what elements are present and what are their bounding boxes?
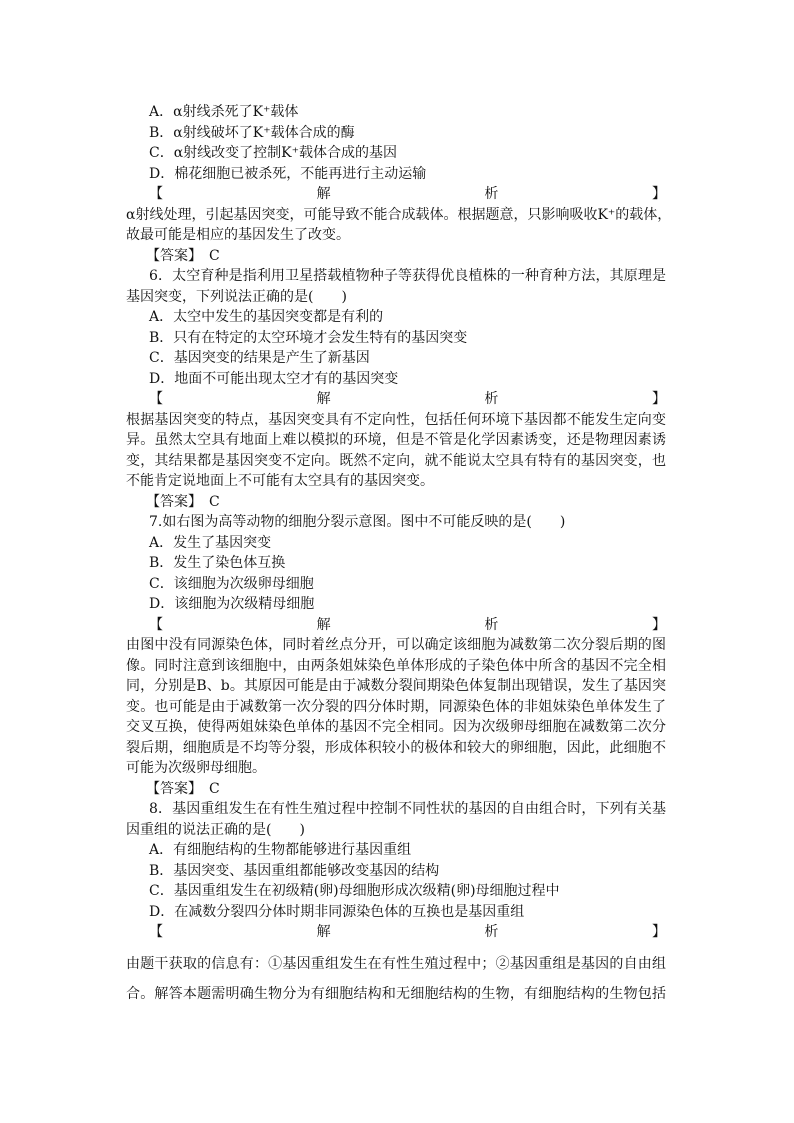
q7-analysis-line: 裂后期，细胞质是不均等分裂，形成体积较小的极体和较大的卵细胞，因此，此细胞不: [126, 739, 666, 756]
q8-stem-line: 因重组的说法正确的是( ): [126, 821, 305, 838]
q7-analysis-line: 可能为次级卵母细胞。: [126, 760, 266, 776]
q6-option-d: D．地面不可能出现太空才有的基因突变: [149, 370, 399, 387]
q8-option-d: D．在减数分裂四分体时期非同源染色体的互换也是基因重组: [149, 903, 525, 920]
bracket-open: 【: [149, 924, 163, 940]
q8-option-a: A．有细胞结构的生物都能够进行基因重组: [149, 842, 412, 858]
bracket-close: 】: [651, 391, 666, 407]
q7-option-b: B．发生了染色体互换: [149, 555, 286, 571]
q7-stem-line: 7.如右图为高等动物的细胞分裂示意图。图中不可能反映的是( ): [149, 514, 566, 530]
q8-option-c: C．基因重组发生在初级精(卵)母细胞形成次级精(卵)母细胞过程中: [149, 883, 560, 899]
xi-char: 析: [484, 616, 499, 633]
jie-char: 解: [316, 616, 331, 633]
bracket-close: 】: [651, 616, 666, 633]
bracket-close: 】: [651, 186, 666, 202]
q7-option-a: A．发生了基因突变: [149, 534, 272, 551]
q8-analysis-header: [126, 922, 666, 943]
xi-char: 析: [484, 186, 499, 202]
xi-char: 析: [484, 924, 499, 940]
q7-option-c: C．该细胞为次级卵母细胞: [149, 575, 314, 592]
q5-analysis-line: 故最可能是相应的基因发生了改变。: [126, 227, 350, 243]
xi-char: 析: [484, 391, 499, 407]
q5-analysis-line: α射线处理，引起基因突变，可能导致不能合成载体。根据题意，只影响吸收K⁺的载体，: [126, 206, 672, 223]
q7-analysis-line: 由图中没有同源染色体，同时着丝点分开，可以确定该细胞为减数第二次分裂后期的图: [126, 637, 666, 653]
jie-char: 解: [316, 391, 331, 407]
q8-analysis-line: 由题干获取的信息有：①基因重组发生在有性生殖过程中；②基因重组是基因的自由组: [126, 955, 666, 972]
q5-option-d: D．棉花细胞已被杀死，不能再进行主动运输: [149, 165, 427, 182]
q5-answer: 【答案】 C: [146, 247, 220, 264]
q6-answer: 【答案】 C: [146, 493, 220, 510]
q6-analysis-header: [126, 389, 666, 410]
q8-option-b: B．基因突变、基因重组都能够改变基因的结构: [149, 862, 440, 879]
q7-option-d: D．该细胞为次级精母细胞: [149, 596, 315, 612]
q6-stem-line: 6．太空育种是指利用卫星搭载植物种子等获得优良植株的一种育种方法，其原理是: [149, 268, 666, 284]
content-column: [126, 102, 672, 1009]
bracket-open: 【: [149, 391, 163, 407]
q7-answer: 【答案】 C: [146, 780, 220, 797]
q6-option-b: B．只有在特定的太空环境才会发生特有的基因突变: [149, 329, 468, 346]
bracket-open: 【: [149, 616, 163, 633]
q7-analysis-line: 同，分别是B、b。其原因可能是由于减数分裂间期染色体复制出现错误，发生了基因突: [126, 678, 666, 694]
q5-option-c: C．α射线改变了控制K⁺载体合成的基因: [149, 145, 398, 161]
q6-analysis-line: 异。虽然太空具有地面上难以模拟的环境，但是不管是化学因素诱变，还是物理因素诱: [126, 432, 666, 448]
q6-analysis-line: 变，其结果都是基因突变不定向。既然不定向，就不能说太空具有特有的基因突变，也: [126, 452, 666, 469]
q5-option-a: A．α射线杀死了K⁺载体: [149, 104, 299, 120]
q8-analysis-line: 合。解答本题需明确生物分为有细胞结构和无细胞结构的生物，有细胞结构的生物包括: [126, 985, 666, 1002]
q6-stem-line: 基因突变，下列说法正确的是( ): [126, 288, 347, 305]
bracket-open: 【: [149, 186, 163, 202]
jie-char: 解: [316, 186, 331, 202]
q7-analysis-header: [126, 615, 666, 636]
q8-stem-line: 8．基因重组发生在有性生殖过程中控制不同性状的基因的自由组合时，下列有关基: [149, 801, 666, 817]
q6-analysis-line: 根据基因突变的特点，基因突变具有不定向性，包括任何环境下基因都不能发生定向变: [126, 411, 666, 428]
q6-option-c: C．基因突变的结果是产生了新基因: [149, 350, 370, 366]
q5-analysis-header: [126, 184, 666, 205]
q7-analysis-line: 交叉互换，使得两姐妹染色单体的基因不完全相同。因为次级卵母细胞在减数第二次分: [126, 719, 666, 735]
q7-analysis-line: 变。也可能是由于减数第一次分裂的四分体时期，同源染色体的非姐妹染色单体发生了: [126, 698, 666, 715]
q6-option-a: A．太空中发生的基因突变都是有利的: [149, 309, 384, 325]
q6-analysis-line: 不能肯定说地面上不可能有太空具有的基因突变。: [126, 473, 434, 489]
q7-analysis-line: 像。同时注意到该细胞中，由两条姐妹染色单体形成的子染色体中所含的基因不完全相: [126, 657, 666, 674]
q5-option-b: B．α射线破坏了K⁺载体合成的酶: [149, 124, 355, 141]
bracket-close: 】: [651, 924, 666, 940]
jie-char: 解: [316, 924, 331, 940]
